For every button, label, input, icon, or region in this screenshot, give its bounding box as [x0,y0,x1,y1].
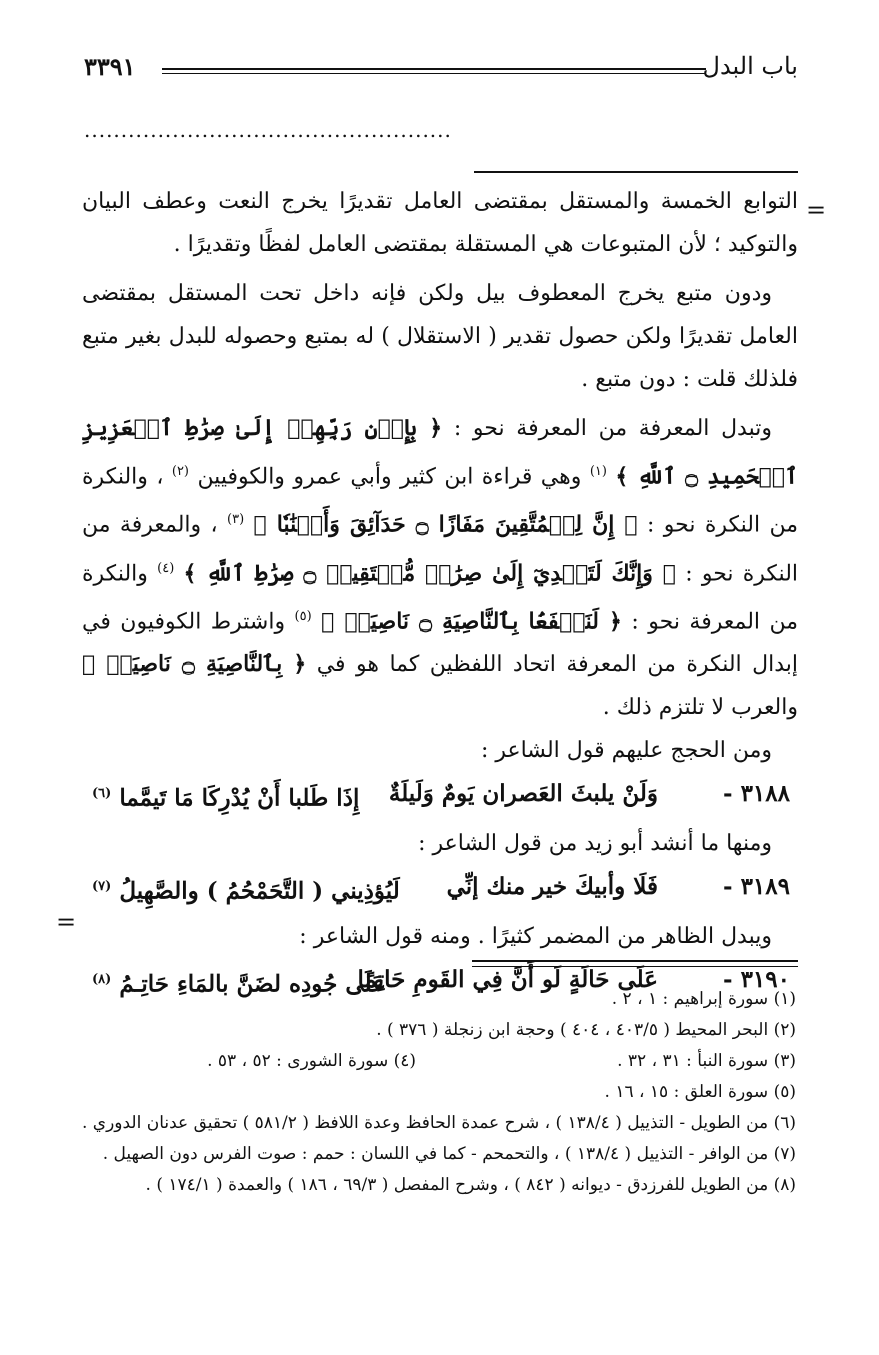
continuation-mark: = [806,196,827,224]
verse-intro: ومنها ما أنشد أبو زيد من قول الشاعر : [418,831,772,857]
paragraph: التوابع الخمسة والمستقل بمقتضى العامل تقديرًا يخرج النعت وعطف البيان والتوكيد ؛ لأن المتبوعات هي المستقلة بمقتضى العامل لفظًا وتقديرًا . [82,189,798,257]
verse-number: ٣١٨٩ - [723,873,790,901]
footnote-ref[interactable]: (٧) [92,879,112,895]
quran-quote: ﴿ لَنَسۡفَعَۢا بِٱلنَّاصِيَةِ ۝ نَاصِيَةٖ ﴾ [321,608,622,635]
footnote-6: (٦) من الطويل - التذييل ( ١٣٨/٤ ) ، شرح عمدة الحافظ وعدة اللافظ ( ٥٨١/٢ ) تحقيق عدنان الدوري . [81,1113,796,1133]
footnote-ref[interactable]: (٢) [171,464,189,479]
footnote-1: (١) سورة إبراهيم : ١ ، ٢ . [611,989,796,1009]
verse-intro: ومن الحجج عليهم قول الشاعر : [480,738,772,764]
page-number: ٣٣٩١ [84,52,136,81]
examples-paragraph [82,407,798,729]
footnote-4: (٤) سورة الشورى : ٥٢ ، ٥٣ . [207,1051,416,1071]
verse-number: ٣١٨٨ - [723,780,790,808]
footnote-ref[interactable]: (٨) [92,972,112,988]
quran-quote: ﴿ وَإِنَّكَ لَتَهۡدِيٓ إِلَىٰ صِرَٰطٖ مُّسۡتَقِيمٖ ۝ صِرَٰطِ ٱللَّهِ ﴾ [183,559,676,586]
verse-second-hemistich [92,772,359,820]
verse-number: ٣١٩٠ - [723,966,790,994]
separator-rule-thin [472,966,798,967]
hemistich-text: لَيُؤذِيني ( التَّحَمْحُمُ ) والصَّهِيلُ [119,877,400,905]
paragraph: ودون متبع يخرج المعطوف بيل ولكن فإنه داخل تحت المستقل بمقتضى العامل تقديرًا ولكن حصول تقدير ( الاستقلال ) له بمتبع وحصوله للبدل بغير متبع فلذلك قلت : دون متبع . [82,281,798,392]
example-text: ، والمعرفة من النكرة نحو : [82,512,799,586]
footnote-ref[interactable]: (٥) [294,608,312,624]
example-text: وهي قراءة ابن كثير وأبي عمرو والكوفيين [197,464,582,490]
footnote-8: (٨) من الطويل للفرزدق - ديوانه ( ٨٤٢ ) ، وشرح المفصل ( ٦٩/٣ ، ١٨٦ ) والعمدة ( ١٧٤/١ ) . [145,1175,796,1195]
quran-quote: ﴿ إِنَّ لِلۡمُتَّقِينَ مَفَازًا ۝ حَدَآئِقَ وَأَعۡنَٰبٗا ﴾ [253,511,638,538]
example-intro: وتبدل المعرفة من المعرفة نحو : [453,416,772,441]
ellipsis-line: .................................................. [84,118,452,142]
footnotes [80,984,796,1201]
footnote-7: (٧) من الوافر - التذييل ( ١٣٨/٤ ) ، والتحمحم - كما في اللسان : حمم : صوت الفرس دون الصهيل . [102,1144,796,1164]
example-text: والعرب لا تلتزم ذلك . [602,695,798,721]
hemistich-text: إِذَا طَلبا أَنْ يُدْرِكَا مَا تَيمَّما [119,784,360,812]
hemistich-text: عَلَى جُودِه لضَنَّ بالمَاءِ حَاتِـمُ [119,970,386,998]
separator-rule [472,960,798,962]
verse-first-hemistich: وَلَنْ يلبثَ العَصران يَومٌ وَلَيلَةٌ [388,780,658,808]
quran-quote: ﴿ بِإِذۡنِ رَبِّهِمۡ إِلَىٰ صِرَٰطِ ٱلۡعَزِيزِ ٱلۡحَمِيدِ ۝ ٱللَّهِ ﴾ [82,415,798,490]
footnote-2: (٢) البحر المحيط ( ٤٠٣/٥ ، ٤٠٤ ) وحجة ابن زنجلة ( ٣٧٦ ) . [376,1020,796,1040]
verse-second-hemistich [92,865,400,913]
verse-first-hemistich: عَلَى حَالَةٍ لَو أَنَّ فِي القَومِ حَاتِمًا [357,966,658,994]
example-text: ، والنكرة من النكرة نحو : [82,464,799,538]
footnote-5: (٥) سورة العلق : ١٥ ، ١٦ . [604,1082,796,1102]
main-text [82,180,798,1008]
footnote-ref[interactable]: (٣) [227,512,245,528]
footnote-ref[interactable]: (٤) [157,560,175,576]
section-rule [474,171,798,173]
verse-3188 [82,772,798,822]
example-text: والنكرة من المعرفة نحو : [82,560,799,635]
verse-intro: ويبدل الظاهر من المضمر كثيرًا . ومنه قول الشاعر : [299,924,772,950]
footnote-ref[interactable]: (٦) [92,786,112,802]
header-rule-thin [162,73,706,74]
footnote-row [80,1046,796,1077]
quran-quote: ﴿ بِٱلنَّاصِيَةِ ۝ نَاصِيَةٖ ﴾ [82,651,307,678]
continuation-mark-end: = [56,908,77,936]
footnote-3: (٣) سورة النبأ : ٣١ ، ٣٢ . [617,1051,796,1071]
example-text: واشترط الكوفيون في إبدال النكرة من المعرفة اتحاد اللفظين كما هو في [82,609,798,678]
chapter-title: باب البدل [702,52,798,80]
footnote-ref[interactable]: (١) [589,464,607,479]
verse-first-hemistich: فَلَا وأبيكَ خير منك إنِّي [446,873,658,901]
footnote-separator [472,960,798,967]
header-rule [162,68,706,70]
running-header [84,52,798,92]
verse-3189 [82,865,798,915]
